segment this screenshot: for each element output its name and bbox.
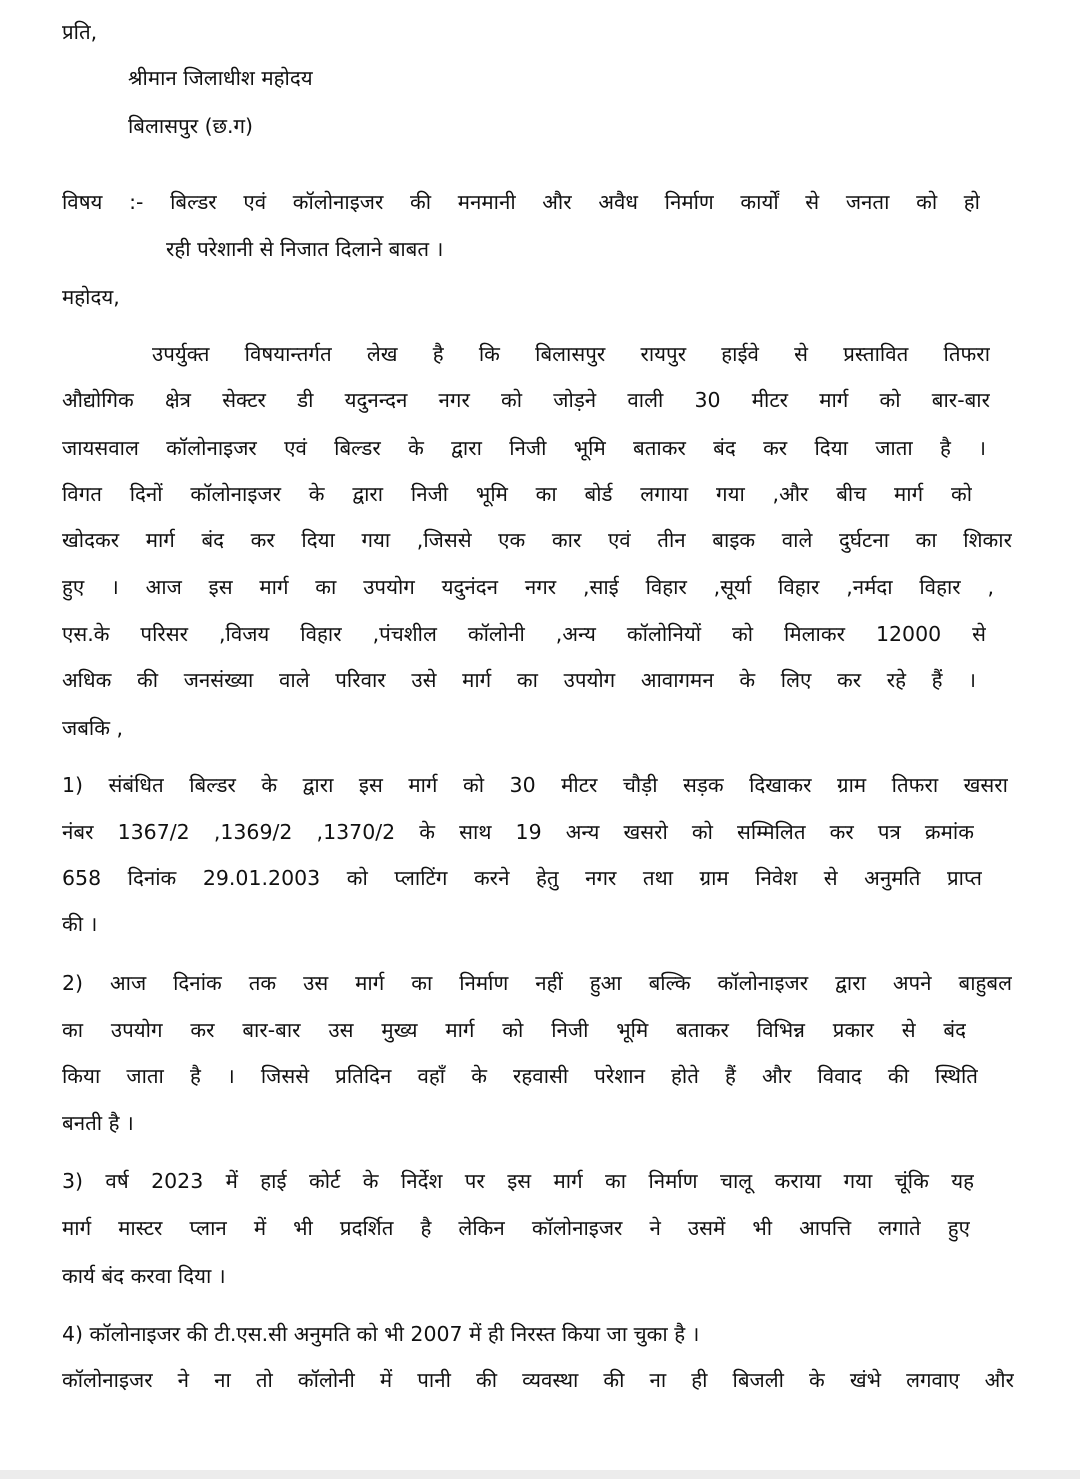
intro-line: जायसवाल कॉलोनाइजर एवं बिल्डर के द्वारा निजी भूमि बताकर बंद कर दिया जाता है । xyxy=(62,436,986,460)
intro-line: विगत दिनों कॉलोनाइजर के द्वारा निजी भूमि का बोर्ड लगाया गया ,और बीच मार्ग को xyxy=(62,482,972,506)
subject-line-1: विषय :- बिल्डर एवं कॉलोनाइजर की मनमानी और अवैध निर्माण कार्यों से जनता को हो xyxy=(62,190,980,214)
point-2-line: किया जाता है । जिससे प्रतिदिन वहाँ के रहवासी परेशान होते हैं और विवाद की स्थिति xyxy=(62,1064,978,1088)
salutation-to: प्रति, xyxy=(62,20,98,44)
point-2-line: बनती है । xyxy=(62,1111,134,1135)
point-1-line: नंबर 1367/2 ,1369/2 ,1370/2 के साथ 19 अन्य खसरो को सम्मिलित कर पत्र क्रमांक xyxy=(62,820,974,844)
bottom-bar xyxy=(0,1470,1080,1479)
point-1-line: की । xyxy=(62,912,98,936)
point-1-line: 658 दिनांक 29.01.2003 को प्लाटिंग करने हेतु नगर तथा ग्राम निवेश से अनुमति प्राप्त xyxy=(62,866,982,890)
greeting: महोदय, xyxy=(62,285,120,309)
intro-line: अधिक की जनसंख्या वाले परिवार उसे मार्ग का उपयोग आवागमन के लिए कर रहे हैं । xyxy=(62,668,976,692)
point-3-line: कार्य बंद करवा दिया । xyxy=(62,1264,226,1288)
intro-line: एस.के परिसर ,विजय विहार ,पंचशील कॉलोनी ,अन्य कॉलोनियों को मिलाकर 12000 से xyxy=(62,622,986,646)
recipient-title: श्रीमान जिलाधीश महोदय xyxy=(128,66,313,90)
intro-line: जबकि , xyxy=(62,716,124,740)
intro-line: खोदकर मार्ग बंद कर दिया गया ,जिससे एक कार एवं तीन बाइक वाले दुर्घटना का शिकार xyxy=(62,528,1012,552)
intro-line: हुए । आज इस मार्ग का उपयोग यदुनंदन नगर ,साई विहार ,सूर्या विहार ,नर्मदा विहार , xyxy=(62,575,994,599)
point-1-line: 1) संबंधित बिल्डर के द्वारा इस मार्ग को 30 मीटर चौड़ी सड़क दिखाकर ग्राम तिफरा खसरा xyxy=(62,773,1008,797)
intro-line: उपर्युक्त विषयान्तर्गत लेख है कि बिलासपुर रायपुर हाईवे से प्रस्तावित तिफरा xyxy=(152,342,990,366)
subject-line-2: रही परेशानी से निजात दिलाने बाबत । xyxy=(166,237,444,261)
intro-line: औद्योगिक क्षेत्र सेक्टर डी यदुनन्दन नगर को जोड़ने वाली 30 मीटर मार्ग को बार-बार xyxy=(62,388,990,412)
point-2-line: 2) आज दिनांक तक उस मार्ग का निर्माण नहीं हुआ बल्कि कॉलोनाइजर द्वारा अपने बाहुबल xyxy=(62,971,1012,995)
recipient-place: बिलासपुर (छ.ग) xyxy=(128,114,254,138)
point-4-line: 4) कॉलोनाइजर की टी.एस.सी अनुमति को भी 2007 में ही निरस्त किया जा चुका है । xyxy=(62,1322,700,1346)
point-3-line: मार्ग मास्टर प्लान में भी प्रदर्शित है लेकिन कॉलोनाइजर ने उसमें भी आपत्ति लगाते हुए xyxy=(62,1216,970,1240)
point-3-line: 3) वर्ष 2023 में हाई कोर्ट के निर्देश पर इस मार्ग का निर्माण चालू कराया गया चूंकि यह xyxy=(62,1169,974,1193)
point-4-line: कॉलोनाइजर ने ना तो कॉलोनी में पानी की व्यवस्था की ना ही बिजली के खंभे लगवाए और xyxy=(62,1368,1014,1392)
point-2-line: का उपयोग कर बार-बार उस मुख्य मार्ग को निजी भूमि बताकर विभिन्न प्रकार से बंद xyxy=(62,1018,966,1042)
